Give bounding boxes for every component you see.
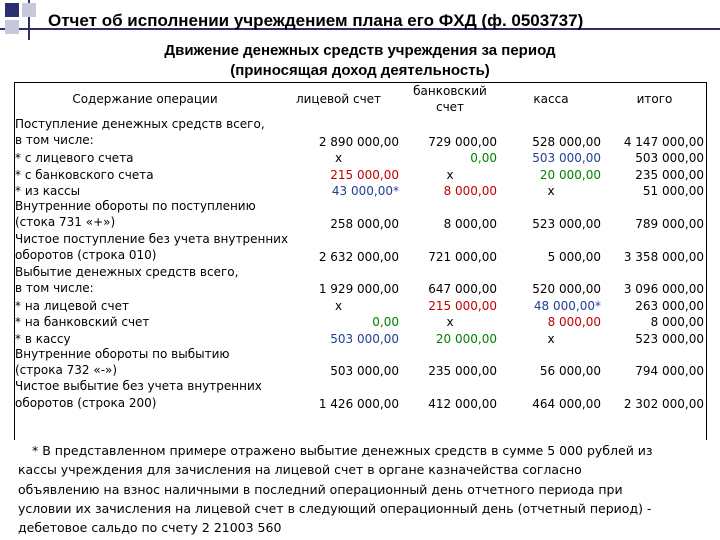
row-label-line1: Внутренние обороты по поступлению — [15, 198, 256, 213]
table-row-receipts-total — [14, 116, 706, 149]
cell-personal: 503 000,00 — [330, 364, 399, 379]
report-subtitle-line1: Движение денежных средств учреждения за период — [164, 42, 556, 59]
row-label-line1: Выбытие денежных средств всего, — [15, 264, 239, 279]
table-row-net-disposals — [14, 378, 706, 411]
cell-total: 2 302 000,00 — [623, 397, 704, 412]
cell-personal: 215 000,00 — [330, 167, 399, 182]
row-label-line1: Чистое поступление без учета внутренних — [15, 231, 289, 246]
footnote-line1: * В представленном примере отражено выбытие денежных средств в сумме 5 000 рублей из — [32, 443, 653, 458]
cell-total: 235 000,00 — [635, 167, 704, 182]
row-label-line1: Чистое выбытие без учета внутренних — [15, 379, 262, 394]
cell-bank: 729 000,00 — [428, 134, 497, 149]
row-label-line1: Поступление денежных средств всего, — [15, 117, 265, 132]
row-label-line2: (стока 731 «+») — [15, 215, 116, 230]
cell-bank: 721 000,00 — [428, 249, 497, 264]
report-subtitle-line2: (приносящая доход деятельность) — [230, 62, 490, 79]
cell-cash: 20 000,00 — [539, 167, 601, 182]
table-row-from-cash — [14, 182, 706, 198]
cell-cash: 5 000,00 — [547, 249, 601, 264]
table-row-from-personal — [14, 149, 706, 165]
cell-total: 3 358 000,00 — [623, 249, 704, 264]
cell-personal: 503 000,00 — [330, 331, 399, 346]
row-label-line1: Внутренние обороты по выбытию — [15, 346, 230, 361]
decor-square-dark — [5, 3, 19, 17]
cell-cash: 528 000,00 — [532, 134, 601, 149]
row-label-line2: (строка 732 «-») — [15, 362, 118, 377]
cell-personal: 0,00 — [372, 315, 399, 330]
row-label-line2: в том числе: — [15, 133, 94, 148]
footnote-line5: дебетовое сальдо по счету 2 21003 560 — [18, 520, 282, 536]
cell-cash: 503 000,00 — [532, 151, 601, 166]
table-row-to-cash — [14, 329, 706, 345]
cell-total: 789 000,00 — [635, 216, 704, 231]
cell-bank: 412 000,00 — [428, 397, 497, 412]
row-label: * на лицевой счет — [15, 298, 129, 313]
footnote-line4: условии их зачисления на лицевой счет в следующий операционный день (отчетный период) - — [18, 500, 652, 516]
row-label — [14, 116, 276, 149]
cell-personal: 43 000,00* — [331, 183, 399, 198]
table-row-net-receipts — [14, 231, 706, 264]
cell-total: 263 000,00 — [635, 298, 704, 313]
cell-total: 51 000,00 — [642, 183, 704, 198]
cell-bank: х — [446, 315, 454, 330]
cell-personal: 2 890 000,00 — [318, 134, 399, 149]
cell-personal: 1 426 000,00 — [318, 397, 399, 412]
table-row-internal-disposals — [14, 346, 706, 379]
cell-cash: х — [547, 331, 555, 346]
table-row-from-bank — [14, 165, 706, 181]
table-row-to-personal — [14, 296, 706, 312]
cell-bank: 215 000,00 — [428, 298, 497, 313]
row-label: * с лицевого счета — [15, 151, 134, 166]
footnote-line3: объявлению на взнос наличными в последний операционный день отчетного периода при — [18, 481, 623, 497]
table-row-to-bank — [14, 313, 706, 329]
row-label — [14, 264, 276, 297]
row-label-line2: в том числе: — [15, 280, 94, 295]
row-label — [14, 198, 276, 231]
header-operation: Содержание операции — [72, 92, 218, 106]
cell-total: 503 000,00 — [635, 151, 704, 166]
cell-personal: 1 929 000,00 — [318, 282, 399, 297]
header-bank-line1: банковский — [413, 83, 487, 98]
cell-personal: 258 000,00 — [330, 216, 399, 231]
cell-bank: 235 000,00 — [428, 364, 497, 379]
row-label-line2: оборотов (строка 200) — [15, 395, 157, 410]
table-row-internal-receipts — [14, 198, 706, 231]
table-header-row — [14, 82, 706, 116]
cell-cash: х — [547, 183, 555, 198]
header-personal-account: лицевой счет — [295, 92, 382, 106]
row-label — [14, 231, 289, 264]
cell-total: 3 096 000,00 — [623, 282, 704, 297]
row-label: * из кассы — [15, 183, 81, 198]
table-row-disposals-total — [14, 264, 706, 297]
cell-cash: 464 000,00 — [532, 397, 601, 412]
row-label: * на банковский счет — [15, 315, 150, 330]
cell-bank: 8 000,00 — [443, 183, 497, 198]
row-label: * с банковского счета — [15, 167, 154, 182]
row-label-line2: оборотов (строка 010) — [15, 248, 157, 263]
header-bank-account — [401, 82, 499, 116]
header-bank-line2: счет — [435, 100, 465, 114]
cash-flow-table — [14, 82, 706, 411]
cell-bank: 647 000,00 — [428, 282, 497, 297]
cell-personal: 2 632 000,00 — [318, 249, 399, 264]
footnote-line2: кассы учреждения для зачисления на лицевой счет в органе казначейства согласно — [18, 462, 582, 478]
cell-total: 8 000,00 — [650, 315, 704, 330]
cell-bank: х — [446, 167, 454, 182]
cell-cash: 48 000,00* — [533, 298, 601, 313]
cell-total: 794 000,00 — [635, 364, 704, 379]
decor-square-light — [22, 3, 36, 17]
page-title: Отчет об исполнении учреждением плана его ФХД (ф. 0503737) — [48, 11, 584, 30]
footnote — [18, 441, 708, 537]
cell-personal: х — [334, 151, 343, 166]
cell-bank: 0,00 — [470, 151, 497, 166]
header-total: итого — [636, 92, 673, 106]
cell-total: 523 000,00 — [635, 331, 704, 346]
cell-bank: 20 000,00 — [435, 331, 497, 346]
row-label — [14, 346, 276, 379]
row-label — [14, 378, 276, 411]
cell-cash: 8 000,00 — [547, 315, 601, 330]
cell-cash: 523 000,00 — [532, 216, 601, 231]
cell-bank: 8 000,00 — [443, 216, 497, 231]
row-label: * в кассу — [15, 331, 71, 346]
cell-cash: 56 000,00 — [539, 364, 601, 379]
decor-square-light-lower — [5, 20, 19, 34]
cell-personal: х — [334, 298, 343, 313]
cell-total: 4 147 000,00 — [623, 134, 704, 149]
header-cash: касса — [533, 92, 569, 106]
cell-cash: 520 000,00 — [532, 282, 601, 297]
